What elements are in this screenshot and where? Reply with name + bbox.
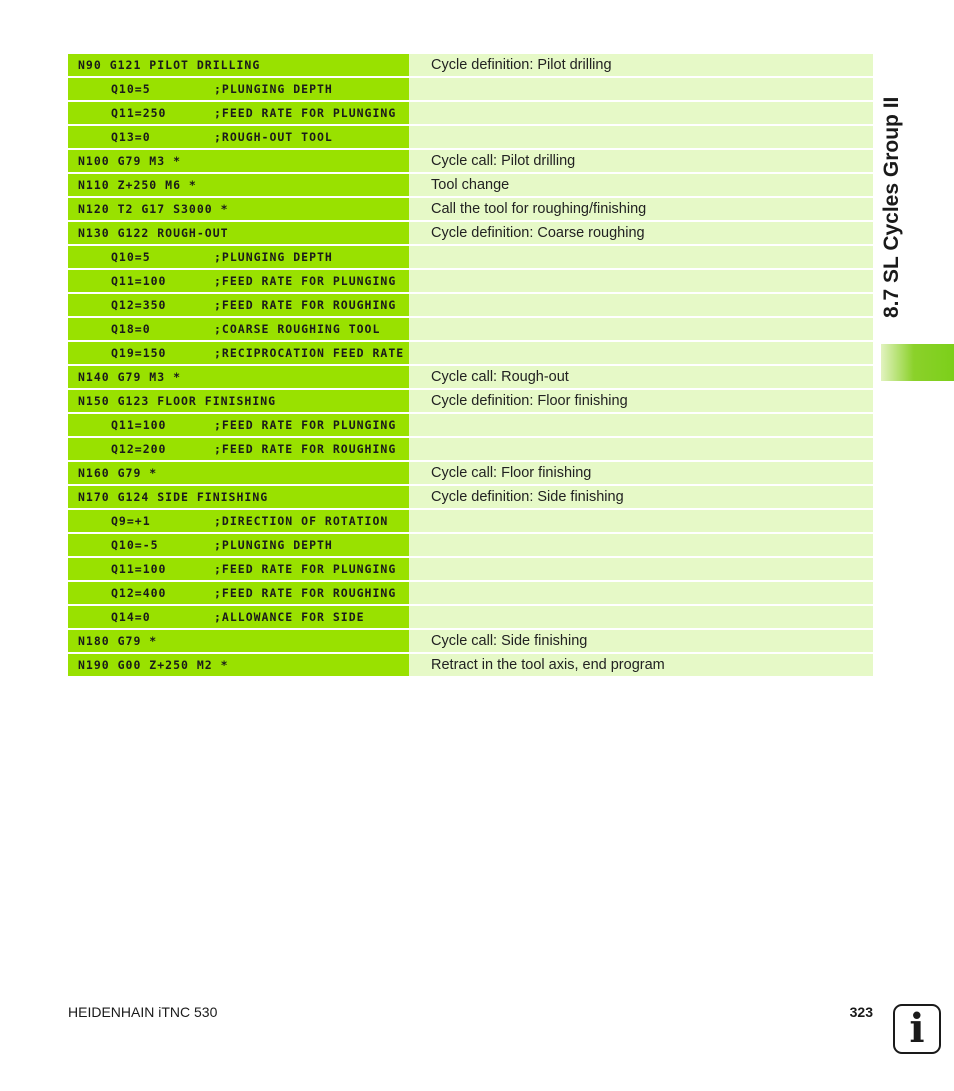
table-row	[68, 174, 873, 196]
nc-parameter-comment: ;DIRECTION OF ROTATION	[214, 514, 389, 528]
nc-parameter-comment: ;FEED RATE FOR PLUNGING	[214, 562, 397, 576]
nc-code-cell	[68, 294, 409, 316]
description-cell: Cycle call: Rough-out	[409, 366, 873, 388]
nc-code-cell	[68, 582, 409, 604]
table-row	[68, 54, 873, 76]
table-row	[68, 270, 873, 292]
table-row	[68, 294, 873, 316]
nc-block: N170 G124 SIDE FINISHING	[78, 490, 269, 504]
description-cell	[409, 342, 873, 364]
description-cell	[409, 582, 873, 604]
nc-parameter: Q12=200	[111, 442, 167, 456]
table-row	[68, 246, 873, 268]
nc-code-cell	[68, 150, 409, 172]
nc-parameter: Q11=100	[111, 418, 167, 432]
table-row	[68, 366, 873, 388]
footer-manual-name: HEIDENHAIN iTNC 530	[68, 1004, 218, 1020]
nc-parameter: Q10=5	[111, 82, 151, 96]
nc-parameter-comment: ;FEED RATE FOR ROUGHING	[214, 586, 397, 600]
description-cell	[409, 534, 873, 556]
nc-code-cell	[68, 630, 409, 652]
nc-code-cell	[68, 198, 409, 220]
nc-code-cell	[68, 318, 409, 340]
nc-code-cell	[68, 438, 409, 460]
table-row	[68, 150, 873, 172]
nc-code-cell	[68, 222, 409, 244]
nc-parameter-comment: ;ALLOWANCE FOR SIDE	[214, 610, 365, 624]
nc-parameter: Q11=100	[111, 274, 167, 288]
description-cell	[409, 414, 873, 436]
nc-parameter-comment: ;FEED RATE FOR PLUNGING	[214, 418, 397, 432]
nc-code-cell	[68, 342, 409, 364]
nc-parameter-comment: ;COARSE ROUGHING TOOL	[214, 322, 381, 336]
table-row	[68, 630, 873, 652]
table-row	[68, 390, 873, 412]
description-cell	[409, 318, 873, 340]
nc-block: N140 G79 M3 *	[78, 370, 182, 384]
nc-parameter-comment: ;FEED RATE FOR ROUGHING	[214, 442, 397, 456]
table-row	[68, 198, 873, 220]
description-cell	[409, 510, 873, 532]
description-cell	[409, 246, 873, 268]
nc-code-cell	[68, 486, 409, 508]
description-cell	[409, 558, 873, 580]
chapter-side-title	[880, 48, 926, 318]
footer-page-number: 323	[849, 1004, 873, 1020]
description-cell	[409, 102, 873, 124]
description-cell	[409, 270, 873, 292]
nc-parameter-comment: ;ROUGH-OUT TOOL	[214, 130, 333, 144]
nc-code-cell	[68, 366, 409, 388]
nc-code-cell	[68, 174, 409, 196]
nc-parameter-comment: ;FEED RATE FOR ROUGHING	[214, 298, 397, 312]
nc-parameter-comment: ;FEED RATE FOR PLUNGING	[214, 274, 397, 288]
nc-block: N160 G79 *	[78, 466, 158, 480]
description-cell: Retract in the tool axis, end program	[409, 654, 873, 676]
table-row	[68, 510, 873, 532]
nc-code-cell	[68, 102, 409, 124]
table-row	[68, 582, 873, 604]
description-cell: Cycle definition: Side finishing	[409, 486, 873, 508]
nc-parameter: Q11=250	[111, 106, 167, 120]
description-cell	[409, 606, 873, 628]
description-cell: Cycle definition: Floor finishing	[409, 390, 873, 412]
nc-parameter: Q10=5	[111, 250, 151, 264]
nc-block: N190 G00 Z+250 M2 *	[78, 658, 229, 672]
nc-code-cell	[68, 462, 409, 484]
program-table	[68, 54, 873, 678]
description-cell	[409, 78, 873, 100]
nc-code-cell	[68, 54, 409, 76]
description-cell: Cycle call: Pilot drilling	[409, 150, 873, 172]
nc-parameter: Q18=0	[111, 322, 151, 336]
nc-parameter: Q14=0	[111, 610, 151, 624]
table-row	[68, 222, 873, 244]
nc-block: N90 G121 PILOT DRILLING	[78, 58, 261, 72]
nc-code-cell	[68, 534, 409, 556]
description-cell: Cycle definition: Coarse roughing	[409, 222, 873, 244]
nc-code-cell	[68, 390, 409, 412]
description-cell: Call the tool for roughing/finishing	[409, 198, 873, 220]
table-row	[68, 438, 873, 460]
description-cell: Cycle definition: Pilot drilling	[409, 54, 873, 76]
table-row	[68, 102, 873, 124]
table-row	[68, 462, 873, 484]
nc-code-cell	[68, 270, 409, 292]
nc-parameter-comment: ;PLUNGING DEPTH	[214, 250, 333, 264]
nc-parameter: Q13=0	[111, 130, 151, 144]
table-row	[68, 486, 873, 508]
nc-block: N180 G79 *	[78, 634, 158, 648]
nc-block: N150 G123 FLOOR FINISHING	[78, 394, 277, 408]
table-row	[68, 78, 873, 100]
table-row	[68, 606, 873, 628]
nc-parameter: Q11=100	[111, 562, 167, 576]
nc-code-cell	[68, 606, 409, 628]
nc-code-cell	[68, 414, 409, 436]
nc-code-cell	[68, 246, 409, 268]
nc-block: N130 G122 ROUGH-OUT	[78, 226, 229, 240]
nc-parameter: Q12=350	[111, 298, 167, 312]
description-cell	[409, 294, 873, 316]
table-row	[68, 318, 873, 340]
nc-code-cell	[68, 126, 409, 148]
nc-block: N110 Z+250 M6 *	[78, 178, 197, 192]
table-row	[68, 534, 873, 556]
table-row	[68, 654, 873, 676]
nc-block: N120 T2 G17 S3000 *	[78, 202, 229, 216]
nc-code-cell	[68, 78, 409, 100]
description-cell: Cycle call: Floor finishing	[409, 462, 873, 484]
nc-parameter: Q19=150	[111, 346, 167, 360]
description-cell: Tool change	[409, 174, 873, 196]
nc-code-cell	[68, 558, 409, 580]
table-row	[68, 342, 873, 364]
nc-code-cell	[68, 510, 409, 532]
nc-parameter-comment: ;FEED RATE FOR PLUNGING	[214, 106, 397, 120]
description-cell: Cycle call: Side finishing	[409, 630, 873, 652]
chapter-tab-marker	[881, 344, 954, 381]
table-row	[68, 558, 873, 580]
description-cell	[409, 126, 873, 148]
nc-code-cell	[68, 654, 409, 676]
nc-parameter: Q10=-5	[111, 538, 159, 552]
nc-parameter-comment: ;PLUNGING DEPTH	[214, 82, 333, 96]
nc-parameter: Q9=+1	[111, 514, 151, 528]
table-row	[68, 126, 873, 148]
nc-parameter: Q12=400	[111, 586, 167, 600]
description-cell	[409, 438, 873, 460]
nc-parameter-comment: ;RECIPROCATION FEED RATE	[214, 346, 405, 360]
chapter-title-text: 8.7 SL Cycles Group II	[880, 96, 903, 318]
info-icon: i	[893, 1004, 941, 1054]
table-row	[68, 414, 873, 436]
nc-block: N100 G79 M3 *	[78, 154, 182, 168]
nc-parameter-comment: ;PLUNGING DEPTH	[214, 538, 333, 552]
